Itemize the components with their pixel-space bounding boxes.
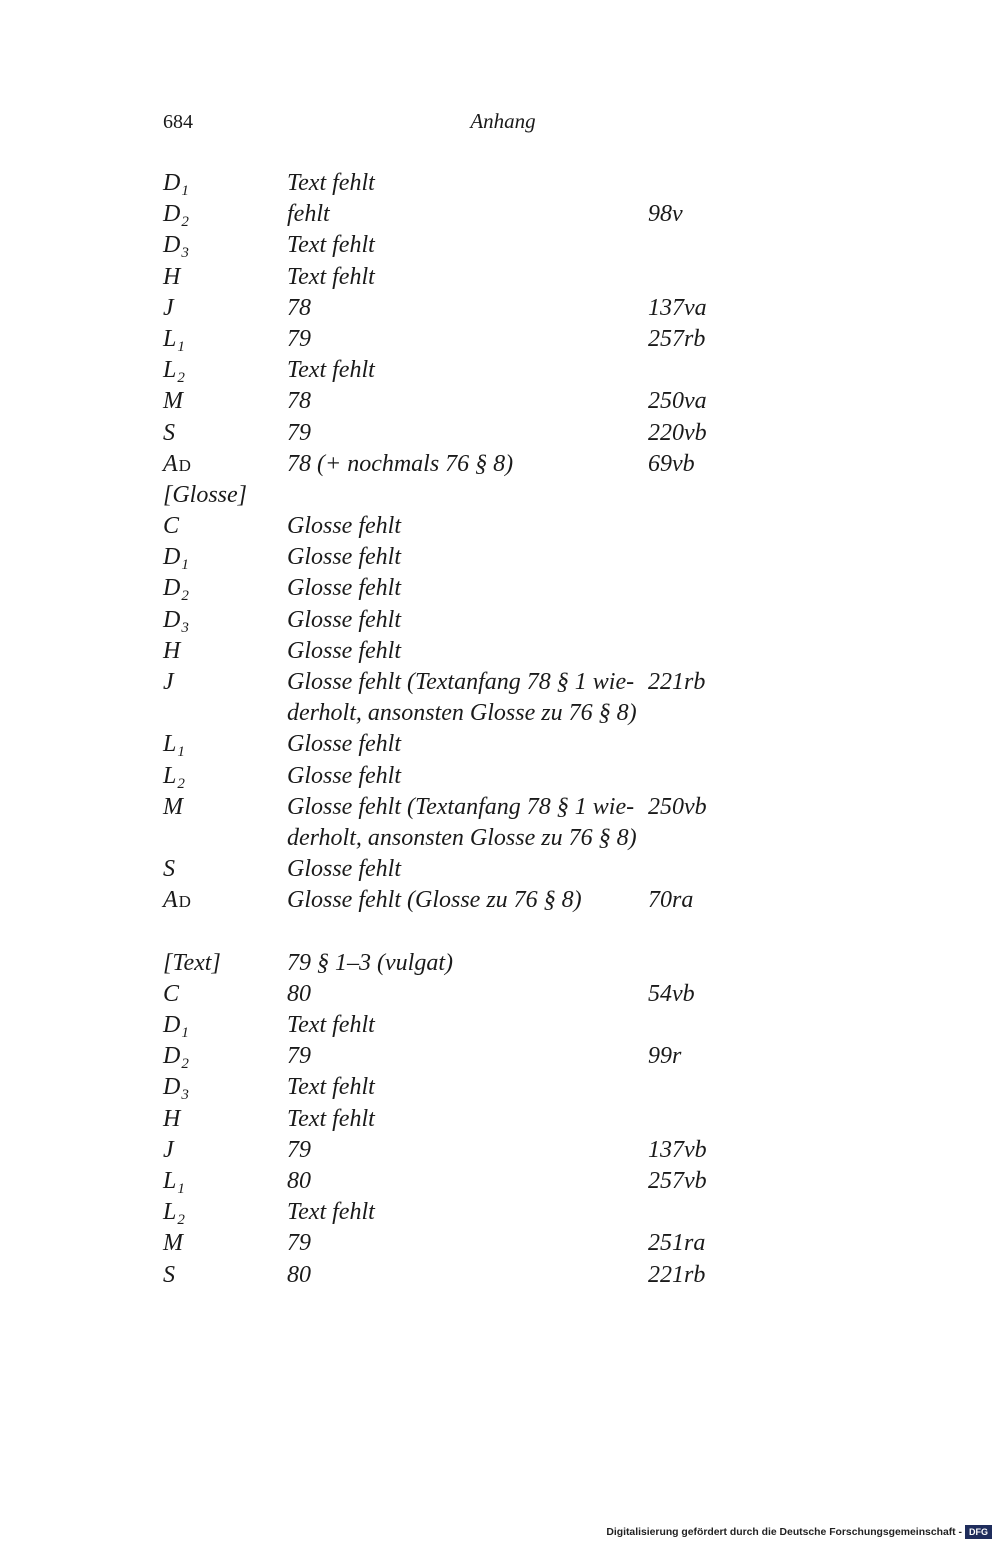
siglum-letter: D	[163, 1074, 181, 1101]
siglum-subscript: 1	[181, 557, 189, 574]
siglum-letter: D	[163, 1043, 181, 1070]
list-item	[163, 230, 763, 261]
siglum	[163, 1228, 287, 1259]
list-item	[163, 511, 763, 542]
siglum	[163, 1135, 287, 1166]
siglum	[163, 449, 287, 481]
siglum-letter: [Glosse]	[163, 481, 248, 508]
entry-text: 78 (+ nochmals 76 § 8)	[287, 450, 514, 477]
siglum	[163, 324, 287, 358]
list-item	[163, 168, 763, 199]
siglum-letter: [Text]	[163, 949, 221, 976]
entry-text: Text fehlt	[287, 1199, 375, 1226]
siglum-subscript: 1	[177, 338, 185, 355]
dfg-logo: DFG	[965, 1525, 992, 1539]
list-item	[163, 605, 763, 636]
list-item	[163, 542, 763, 573]
siglum-letter: C	[163, 513, 180, 540]
list-item	[163, 1072, 763, 1103]
siglum	[163, 854, 287, 885]
entry-text: 79	[287, 1230, 311, 1257]
entry-text: Text fehlt	[287, 357, 375, 384]
list-item	[163, 698, 763, 729]
siglum-letter: M	[163, 388, 183, 415]
siglum-subscript: 2	[181, 588, 189, 605]
entry-text: Text fehlt	[287, 263, 375, 290]
siglum-letter: D	[163, 232, 181, 259]
entry-text: 78	[287, 388, 311, 415]
siglum	[163, 885, 287, 917]
siglum-letter: D	[163, 201, 181, 228]
siglum	[163, 1260, 287, 1291]
siglum-letter: D	[163, 575, 181, 602]
entry-text: Glosse fehlt	[287, 575, 401, 602]
list-item	[163, 1135, 763, 1166]
entry-text: derholt, ansonsten Glosse zu 76 § 8)	[287, 824, 637, 851]
list-item	[163, 792, 763, 823]
siglum	[163, 1072, 287, 1106]
siglum-letter: H	[163, 637, 181, 664]
entry-text: 80	[287, 1168, 311, 1194]
list-item	[163, 885, 763, 916]
entry-text: Glosse fehlt	[287, 731, 401, 758]
siglum-subscript: 2	[177, 1212, 185, 1229]
entry-text: Glosse fehlt	[287, 762, 401, 789]
list-item	[163, 1166, 763, 1197]
siglum-letter: C	[163, 980, 180, 1007]
list-item	[163, 1041, 763, 1072]
entry-text: Glosse fehlt	[287, 513, 401, 540]
entry-text: Glosse fehlt	[287, 606, 401, 633]
folio-reference: 69vb	[648, 450, 695, 477]
folio-reference: 221rb	[648, 1261, 706, 1288]
siglum-letter: L	[163, 731, 177, 758]
folio-reference: 220vb	[648, 419, 707, 446]
siglum-letter: M	[163, 1230, 183, 1257]
siglum-subscript: 2	[177, 775, 185, 792]
siglum	[163, 418, 287, 449]
page-number: 684	[163, 111, 193, 133]
siglum-letter: S	[163, 419, 175, 446]
siglum	[163, 1166, 287, 1200]
siglum-subscript: 1	[177, 1181, 185, 1197]
list-item	[163, 324, 763, 355]
folio-reference: 257vb	[648, 1168, 707, 1194]
siglum	[163, 168, 287, 202]
siglum-letter: L	[163, 1199, 177, 1226]
entry-text: 79	[287, 325, 311, 352]
list-item	[163, 854, 763, 885]
siglum	[163, 262, 287, 293]
siglum-letter: H	[163, 1105, 181, 1132]
siglum-small-cap: D	[178, 455, 191, 475]
siglum	[163, 293, 287, 324]
siglum-letter: D	[163, 544, 181, 571]
siglum	[163, 230, 287, 264]
entry-text: Glosse fehlt (Glosse zu 76 § 8)	[287, 887, 582, 914]
list-item	[163, 729, 763, 760]
siglum-letter: M	[163, 793, 183, 820]
entry-text: Text fehlt	[287, 1105, 375, 1132]
siglum	[163, 605, 287, 639]
running-title: Anhang	[470, 109, 536, 133]
entry-text: derholt, ansonsten Glosse zu 76 § 8)	[287, 700, 637, 727]
list-item	[163, 667, 763, 698]
siglum-letter: H	[163, 263, 181, 290]
siglum	[163, 573, 287, 607]
folio-reference: 250vb	[648, 793, 707, 820]
entry-text: 79 § 1–3 (vulgat)	[287, 949, 453, 976]
siglum	[163, 667, 287, 698]
entry-text: Glosse fehlt (Textanfang 78 § 1 wie-	[287, 669, 635, 695]
siglum	[163, 511, 287, 542]
folio-reference: 221rb	[648, 669, 706, 695]
siglum-subscript: 2	[181, 214, 189, 231]
list-item	[163, 480, 763, 511]
folio-reference: 137va	[648, 294, 707, 321]
entry-text: Text fehlt	[287, 1074, 375, 1101]
entry-text: Glosse fehlt	[287, 544, 401, 571]
siglum-subscript: 1	[181, 1025, 189, 1042]
list-item	[163, 636, 763, 667]
listing-section	[163, 168, 763, 917]
folio-reference: 251ra	[648, 1230, 706, 1257]
folio-reference: 99r	[648, 1043, 682, 1070]
entry-text: fehlt	[287, 201, 330, 228]
list-item	[163, 1228, 763, 1259]
siglum	[163, 761, 287, 795]
siglum	[163, 480, 287, 511]
folio-reference: 54vb	[648, 980, 695, 1007]
siglum-letter: J	[163, 1136, 174, 1163]
siglum-letter: A	[163, 887, 178, 914]
siglum-subscript: 1	[177, 744, 185, 761]
list-item	[163, 199, 763, 230]
list-item	[163, 1010, 763, 1041]
siglum-letter: J	[163, 669, 174, 695]
siglum	[163, 792, 287, 823]
entry-text: 79	[287, 419, 311, 446]
siglum-subscript: 1	[181, 183, 189, 199]
folio-reference: 70ra	[648, 887, 694, 914]
list-item	[163, 293, 763, 324]
siglum-letter: L	[163, 325, 177, 352]
siglum	[163, 1104, 287, 1135]
entry-text: Glosse fehlt	[287, 637, 401, 664]
list-item	[163, 449, 763, 480]
list-item	[163, 823, 763, 854]
siglum-letter: L	[163, 1168, 177, 1194]
list-item	[163, 1260, 763, 1291]
list-item	[163, 573, 763, 604]
siglum	[163, 355, 287, 389]
entry-text: 80	[287, 1261, 311, 1288]
folio-reference: 257rb	[648, 325, 706, 352]
siglum-letter: J	[163, 294, 174, 321]
siglum	[163, 636, 287, 667]
entry-text: 80	[287, 980, 311, 1007]
siglum	[163, 1010, 287, 1044]
apparatus-listing	[163, 168, 763, 1291]
siglum-subscript: 3	[181, 1087, 189, 1104]
listing-section	[163, 948, 763, 1291]
entry-text: 79	[287, 1043, 311, 1070]
digitization-footer	[606, 1524, 992, 1540]
siglum-letter: L	[163, 357, 177, 384]
siglum-subscript: 2	[177, 370, 185, 387]
siglum-letter: A	[163, 450, 178, 477]
digitization-credit: Digitalisierung gefördert durch die Deutsche Forschungsgemeinschaft -	[606, 1526, 962, 1538]
list-item	[163, 386, 763, 417]
siglum	[163, 1197, 287, 1231]
siglum-letter: D	[163, 1012, 181, 1039]
list-item	[163, 948, 763, 979]
entry-text: Text fehlt	[287, 170, 375, 196]
list-item	[163, 979, 763, 1010]
siglum-subscript: 3	[181, 245, 189, 262]
siglum-letter: L	[163, 762, 177, 789]
siglum-subscript: 3	[181, 619, 189, 636]
siglum-subscript: 2	[181, 1056, 189, 1073]
list-item	[163, 418, 763, 449]
entry-text: Text fehlt	[287, 232, 375, 259]
siglum-letter: S	[163, 1261, 175, 1288]
list-item	[163, 1104, 763, 1135]
entry-text: 78	[287, 294, 311, 321]
siglum	[163, 729, 287, 763]
entry-text: 79	[287, 1136, 311, 1163]
siglum	[163, 199, 287, 233]
siglum	[163, 386, 287, 417]
siglum	[163, 542, 287, 576]
folio-reference: 98v	[648, 201, 683, 228]
siglum-letter: D	[163, 170, 181, 196]
siglum-small-cap: D	[178, 892, 191, 912]
folio-reference: 137vb	[648, 1136, 707, 1163]
list-item	[163, 355, 763, 386]
entry-text: Glosse fehlt (Textanfang 78 § 1 wie-	[287, 793, 635, 820]
siglum-letter: S	[163, 856, 175, 883]
siglum-letter: D	[163, 606, 181, 633]
siglum	[163, 979, 287, 1010]
list-item	[163, 761, 763, 792]
list-item	[163, 262, 763, 293]
siglum	[163, 948, 287, 979]
list-item	[163, 1197, 763, 1228]
entry-text: Text fehlt	[287, 1012, 375, 1039]
entry-text: Glosse fehlt	[287, 856, 401, 883]
folio-reference: 250va	[648, 388, 707, 415]
siglum	[163, 1041, 287, 1075]
